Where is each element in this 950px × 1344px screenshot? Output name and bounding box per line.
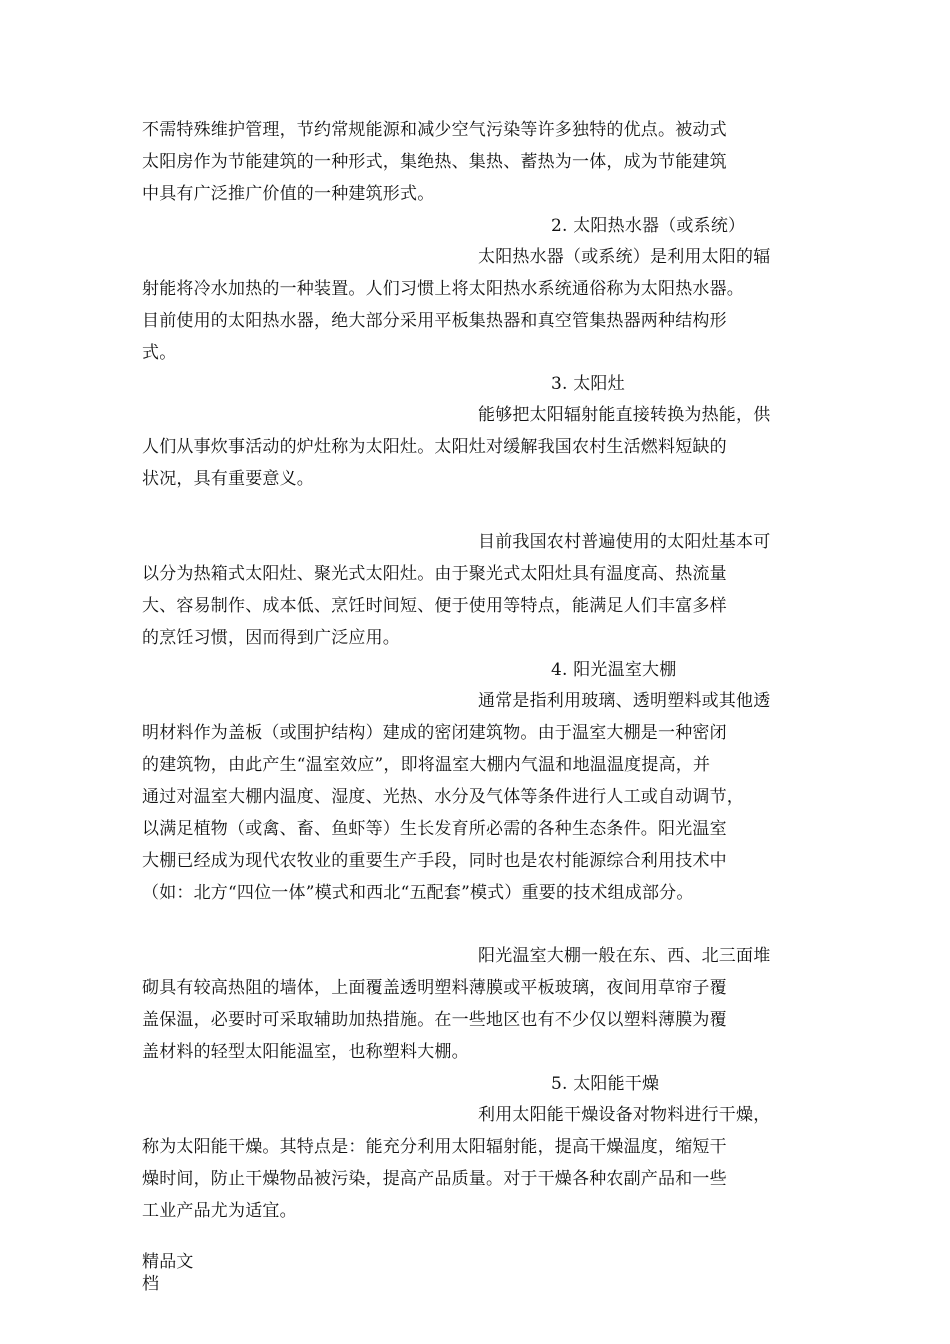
section-heading-greenhouse: 4. 阳光温室大棚: [551, 660, 677, 680]
sec4-p1-line-6: 大棚已经成为现代农牧业的重要生产手段，同时也是农村能源综合利用技术中: [142, 851, 727, 871]
sec3-p2-line-2: 以分为热箱式太阳灶、聚光式太阳灶。由于聚光式太阳灶具有温度高、热流量: [142, 564, 727, 584]
sec5-line-3: 燥时间，防止干燥物品被污染，提高产品质量。对于干燥各种农副产品和一些: [142, 1169, 727, 1189]
intro-line-3: 中具有广泛推广价值的一种建筑形式。: [142, 184, 435, 204]
sec3-p2-line-4: 的烹饪习惯，因而得到广泛应用。: [142, 628, 400, 648]
sec4-p1-line-7: （如：北方“四位一体”模式和西北“五配套”模式）重要的技术组成部分。: [142, 883, 694, 903]
section-heading-solar-cooker: 3. 太阳灶: [551, 374, 625, 394]
sec2-line-3: 目前使用的太阳热水器，绝大部分采用平板集热器和真空管集热器两种结构形: [142, 311, 727, 331]
sec4-p2-line-1: 阳光温室大棚一般在东、西、北三面堆: [478, 946, 771, 966]
sec4-p1-line-5: 以满足植物（或禽、畜、鱼虾等）生长发育所必需的各种生态条件。阳光温室: [142, 819, 727, 839]
footer-label-line-2: 档: [142, 1274, 160, 1294]
sec3-p1-line-2: 人们从事炊事活动的炉灶称为太阳灶。太阳灶对缓解我国农村生活燃料短缺的: [142, 437, 727, 457]
sec2-line-1: 太阳热水器（或系统）是利用太阳的辐: [478, 247, 771, 267]
sec5-line-4: 工业产品尤为适宜。: [142, 1201, 297, 1221]
sec2-line-4: 式。: [142, 343, 177, 363]
sec4-p2-line-4: 盖材料的轻型太阳能温室，也称塑料大棚。: [142, 1042, 469, 1062]
section-heading-solar-water-heater: 2. 太阳热水器（或系统）: [551, 216, 746, 236]
section-heading-solar-drying: 5. 太阳能干燥: [551, 1074, 660, 1094]
sec3-p1-line-1: 能够把太阳辐射能直接转换为热能，供: [478, 405, 771, 425]
footer-label-line-1: 精品文: [142, 1252, 194, 1272]
sec4-p1-line-2: 明材料作为盖板（或围护结构）建成的密闭建筑物。由于温室大棚是一种密闭: [142, 723, 727, 743]
sec4-p1-line-1: 通常是指利用玻璃、透明塑料或其他透: [478, 691, 771, 711]
sec3-p2-line-3: 大、容易制作、成本低、烹饪时间短、便于使用等特点，能满足人们丰富多样: [142, 596, 727, 616]
intro-line-1: 不需特殊维护管理，节约常规能源和减少空气污染等许多独特的优点。被动式: [142, 120, 727, 140]
sec5-line-1: 利用太阳能干燥设备对物料进行干燥，: [478, 1105, 771, 1125]
sec5-line-2: 称为太阳能干燥。其特点是：能充分利用太阳辐射能，提高干燥温度，缩短干: [142, 1137, 727, 1157]
sec3-p2-line-1: 目前我国农村普遍使用的太阳灶基本可: [478, 532, 771, 552]
sec4-p1-line-4: 通过对温室大棚内温度、湿度、光热、水分及气体等条件进行人工或自动调节，: [142, 787, 744, 807]
sec4-p2-line-3: 盖保温，必要时可采取辅助加热措施。在一些地区也有不少仅以塑料薄膜为覆: [142, 1010, 727, 1030]
intro-line-2: 太阳房作为节能建筑的一种形式，集绝热、集热、蓄热为一体，成为节能建筑: [142, 152, 727, 172]
sec4-p1-line-3: 的建筑物，由此产生“温室效应”，即将温室大棚内气温和地温温度提高，并: [142, 755, 711, 775]
sec4-p2-line-2: 砌具有较高热阻的墙体，上面覆盖透明塑料薄膜或平板玻璃，夜间用草帘子覆: [142, 978, 727, 998]
sec3-p1-line-3: 状况，具有重要意义。: [142, 469, 314, 489]
sec2-line-2: 射能将冷水加热的一种装置。人们习惯上将太阳热水系统通俗称为太阳热水器。: [142, 279, 744, 299]
